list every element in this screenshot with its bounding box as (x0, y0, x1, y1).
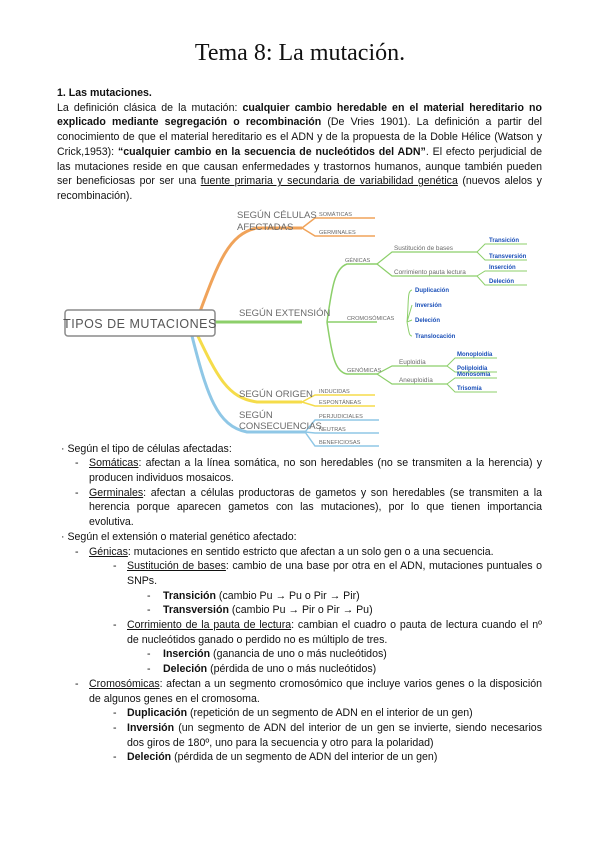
line-genicas (327, 264, 377, 322)
label-translocacion: Translocación (415, 333, 456, 340)
list-item-transicion: - Transición (cambio Pu → Pu o Pir → Pir) (147, 589, 360, 602)
label-genomicas: GENÓMICAS (347, 367, 382, 374)
list-item-inversion: - Inversión (un segmento de ADN del interior de un gen se invierte, siendo necesarios dos giros de 180º, uno para la secuencia y otro para la polaridad) (113, 721, 542, 749)
label-cons-2: CONSECUENCIAS (239, 420, 322, 432)
list-cells-intro: · Según el tipo de células afectadas: (61, 442, 232, 455)
intro-paragraph (57, 101, 542, 204)
label-monosomia: Monosomía (457, 371, 491, 378)
line-crom-subs (407, 290, 412, 336)
label-duplicacion: Duplicación (415, 287, 450, 294)
line-sust (377, 252, 477, 264)
intro-definition-dna: “cualquier cambio en la secuencia de nucleótidos del ADN” (117, 145, 426, 158)
list-item-corrimiento: - Corrimiento de la pauta de lectura: cambian el cuadro o pauta de lectura cuando el nº de nucleótidos ganado o perdido no es múltiplo de tres. (113, 619, 542, 646)
label-cells-1: SEGÚN CÉLULAS (237, 209, 317, 221)
list-item-cromosomicas: - Cromosómicas: afectan a un segmento cromosómico que incluye varios genes o la disposición de algunos genes en el cromosoma. (75, 677, 542, 705)
label-poliploidia: Poliploidía (457, 365, 488, 372)
label-cells-2: AFECTADAS (237, 221, 294, 233)
label-espontaneas: ESPONTÁNEAS (319, 399, 361, 406)
intro-text-c: (De Vries 1901). La definición a partir del conocimiento de que el material hereditario es el ADN y de la propuesta de la Doble Hélice (Watson y Crick,1953): (57, 116, 542, 158)
label-corr: Corrimiento pauta lectura (394, 268, 466, 276)
label-genicas: GÉNICAS (345, 257, 371, 264)
line-insercion (477, 271, 527, 276)
label-inducidas: INDUCIDAS (319, 388, 350, 395)
intro-variability: fuente primaria y secundaria de variabilidad genética (200, 175, 458, 188)
label-neutras: NEUTRAS (319, 426, 346, 433)
list-item-germinales: - Germinales: afectan a células productoras de gametos y son heredables (se transmiten a la herencia porque aparecen gametos con las mutaciones), por lo que tienen importancia evolutiva. (75, 486, 542, 529)
document-body (57, 86, 542, 765)
label-monoploidia: Monoploidía (457, 351, 493, 358)
intro-text-a: La definición clásica de la mutación: (57, 101, 243, 114)
label-trisomia: Trisomía (457, 385, 482, 392)
label-insercion: Inserción (489, 264, 516, 271)
list-item-sust: - Sustitución de bases: cambio de una base por otra en el ADN, mutaciones puntuales o SNPs. (113, 560, 542, 587)
list-item-duplicacion: - Duplicación (repetición de un segmento de ADN en el interior de un gen) (113, 707, 473, 720)
label-inversion: Inversión (415, 302, 442, 309)
mutation-types-mindmap (57, 206, 542, 446)
list-item-delecion-crom: - Deleción (pérdida de un segmento de ADN del interior de un gen) (113, 751, 438, 764)
label-beneficiosas: BENEFICIOSAS (319, 439, 361, 446)
label-transicion: Transición (489, 237, 520, 244)
label-transversion: Transversión (489, 253, 527, 260)
label-ext: SEGÚN EXTENSIÓN (239, 307, 331, 319)
label-sust: Sustitución de bases (394, 244, 453, 252)
label-cromosomicas: CROMOSÓMICAS (347, 315, 395, 322)
intro-definition-classic: cualquier cambio heredable en el material hereditario no explicado mediante segregación o recombinación (57, 101, 542, 129)
intro-text-e: . El efecto perjudicial de las mutaciones reside en que causan enfermedades y trastornos humanos, aunque también pueden ser beneficiosas por ser una (57, 145, 542, 188)
section-heading: 1. Las mutaciones. (57, 87, 152, 99)
label-euploidia: Euploidía (399, 358, 426, 366)
page-title: Tema 8: La mutación. (194, 40, 406, 66)
label-perjudiciales: PERJUDICIALES (319, 413, 363, 420)
label-origin: SEGÚN ORIGEN (239, 388, 313, 400)
label-delecion2: Deleción (415, 317, 441, 324)
label-aneuploidia: Aneuploidía (399, 376, 433, 384)
list-item-somaticas: - Somáticas: afectan a la línea somática, no son heredables (no se transmiten a la herencia) y producen individuos mosaicos. (75, 457, 542, 485)
label-germinales: GERMINALES (319, 229, 356, 236)
label-somaticas: SOMÁTICAS (319, 211, 352, 218)
line-euploidia (377, 366, 447, 374)
list-ext-intro: · Según el extensión o material genético afectado: (61, 530, 297, 543)
line-genomicas (327, 322, 377, 374)
list-item-delecion: - Deleción (pérdida de uno o más nucleótidos) (147, 663, 377, 676)
list-item-insercion: - Inserción (ganancia de uno o más nucleótidos) (147, 648, 387, 661)
list-item-transversion: - Transversión (cambio Pu → Pir o Pir → Pu) (147, 604, 373, 617)
list-item-genicas: - Génicas: mutaciones en sentido estricto que afectan a un solo gen o a una secuencia. (75, 545, 494, 558)
center-label: TIPOS DE MUTACIONES (63, 316, 217, 331)
label-delecion: Deleción (489, 278, 515, 285)
line-transicion (477, 244, 527, 252)
intro-text-g: (nuevos alelos y recombinación). (57, 175, 542, 202)
label-cons-1: SEGÚN (239, 409, 273, 421)
